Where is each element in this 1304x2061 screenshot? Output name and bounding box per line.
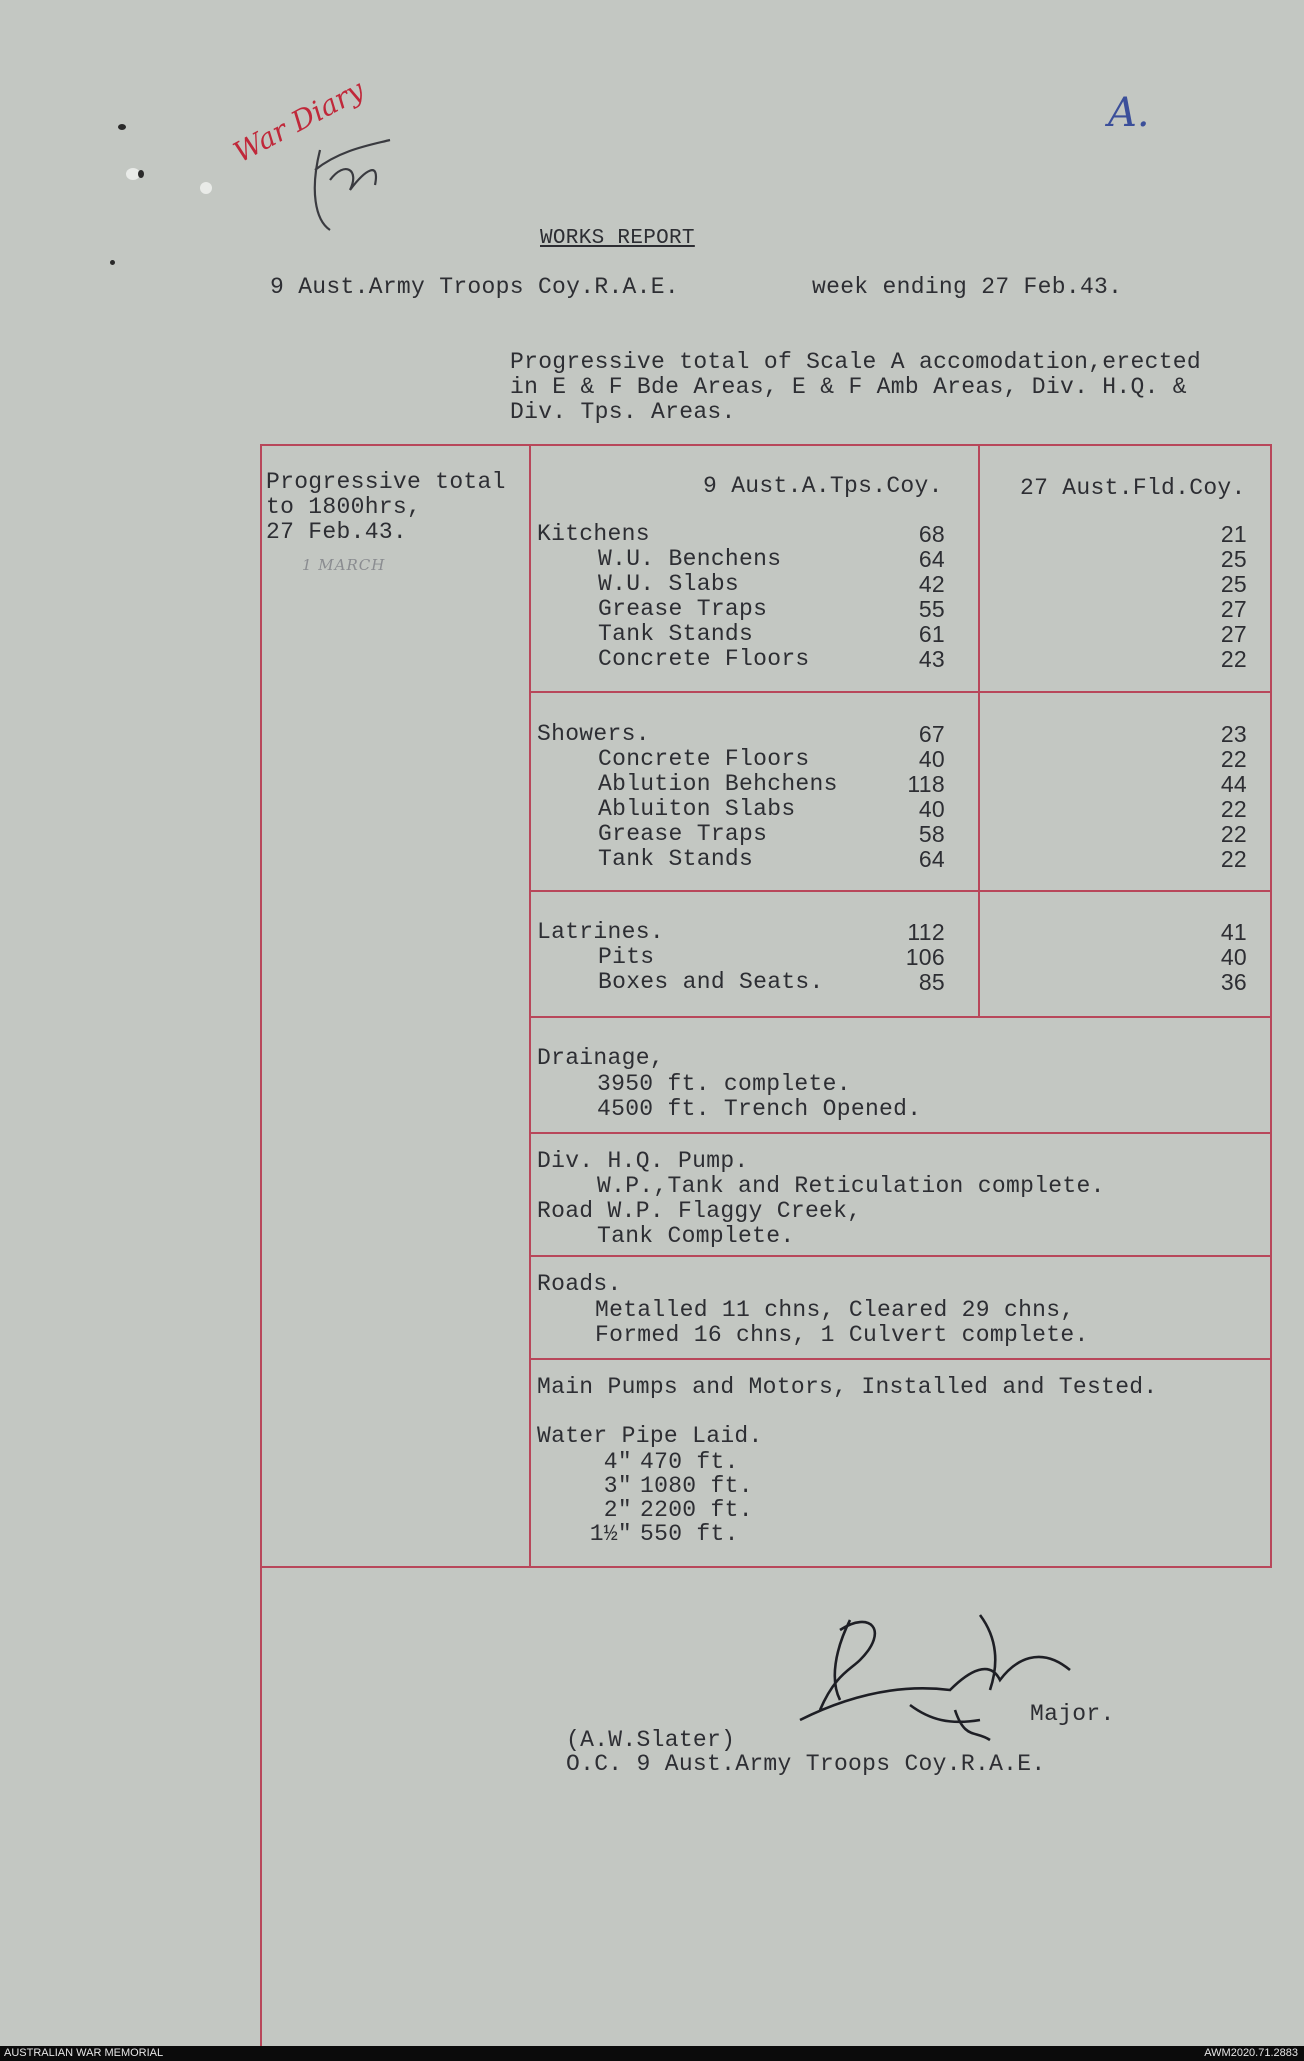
week-ending: week ending 27 Feb.43. bbox=[812, 274, 1123, 300]
pipe-length: 1080 ft. bbox=[640, 1473, 753, 1499]
progressive-total-label: to 1800hrs, bbox=[266, 494, 422, 520]
value-27-coy: 22 bbox=[1220, 846, 1247, 872]
pipe-length: 470 ft. bbox=[640, 1449, 739, 1475]
drainage-line: 3950 ft. complete. bbox=[597, 1071, 851, 1097]
table-rule bbox=[529, 1016, 1272, 1018]
roads-line: Roads. bbox=[537, 1271, 622, 1297]
row-label: Kitchens bbox=[537, 521, 650, 547]
ink-mark bbox=[138, 170, 144, 178]
row-label: Showers. bbox=[537, 721, 650, 747]
value-9-coy: 55 bbox=[918, 596, 945, 622]
value-9-coy: 106 bbox=[905, 944, 945, 970]
column-header-9-coy: 9 Aust.A.Tps.Coy. bbox=[703, 473, 943, 499]
unit-name: 9 Aust.Army Troops Coy.R.A.E. bbox=[270, 274, 679, 300]
roads-line: Metalled 11 chns, Cleared 29 chns, bbox=[595, 1297, 1075, 1323]
ink-mark bbox=[110, 260, 115, 265]
value-27-coy: 44 bbox=[1220, 771, 1247, 797]
value-9-coy: 118 bbox=[907, 771, 945, 797]
value-9-coy: 43 bbox=[918, 646, 945, 672]
table-rule bbox=[529, 890, 1272, 892]
progressive-total-label: Progressive total bbox=[266, 469, 506, 495]
row-label: Concrete Floors bbox=[598, 646, 810, 672]
value-27-coy: 36 bbox=[1220, 969, 1247, 995]
signatory-position: O.C. 9 Aust.Army Troops Coy.R.A.E. bbox=[566, 1751, 1046, 1777]
value-27-coy: 23 bbox=[1220, 721, 1247, 747]
archive-footer bbox=[0, 2046, 1304, 2061]
ink-mark bbox=[118, 124, 126, 130]
table-rule bbox=[260, 444, 262, 2046]
pipe-length: 2200 ft. bbox=[640, 1497, 753, 1523]
value-9-coy: 67 bbox=[918, 721, 945, 747]
row-label: Tank Stands bbox=[598, 846, 754, 872]
value-27-coy: 22 bbox=[1220, 821, 1247, 847]
date-correction: 1 MARCH bbox=[302, 556, 386, 574]
roads-line: Formed 16 chns, 1 Culvert complete. bbox=[595, 1322, 1089, 1348]
row-label: Ablution Behchens bbox=[598, 771, 838, 797]
table-rule bbox=[1270, 444, 1272, 1568]
progressive-total-label: 27 Feb.43. bbox=[266, 519, 408, 545]
row-label: W.U. Slabs bbox=[598, 571, 740, 597]
value-27-coy: 40 bbox=[1220, 944, 1247, 970]
value-9-coy: 58 bbox=[918, 821, 945, 847]
column-header-27-coy: 27 Aust.Fld.Coy. bbox=[1020, 475, 1246, 501]
pipe-size: 4" bbox=[603, 1449, 632, 1475]
table-rule bbox=[978, 444, 980, 1018]
row-label: Tank Stands bbox=[598, 621, 754, 647]
table-rule bbox=[529, 1358, 1272, 1360]
war-diary-note: War Diary bbox=[228, 73, 370, 170]
description-line: Progressive total of Scale A accomodation,erected bbox=[510, 349, 1202, 375]
punch-hole bbox=[200, 182, 212, 194]
table-rule bbox=[529, 444, 531, 1568]
value-9-coy: 112 bbox=[907, 919, 945, 945]
report-title: WORKS REPORT bbox=[540, 227, 695, 250]
value-9-coy: 40 bbox=[918, 746, 945, 772]
footer-right: AWM2020.71.2883 bbox=[1204, 2047, 1298, 2059]
value-27-coy: 27 bbox=[1220, 596, 1247, 622]
row-label: Grease Traps bbox=[598, 821, 768, 847]
table-rule bbox=[260, 444, 1272, 446]
drainage-line: 4500 ft. Trench Opened. bbox=[597, 1096, 922, 1122]
value-9-coy: 68 bbox=[918, 521, 945, 547]
initials-scribble bbox=[290, 110, 410, 240]
row-label: Pits bbox=[598, 944, 655, 970]
pump-line: Tank Complete. bbox=[597, 1223, 795, 1249]
value-27-coy: 41 bbox=[1220, 919, 1247, 945]
water-pipe-heading: Water Pipe Laid. bbox=[537, 1423, 763, 1449]
pump-line: W.P.,Tank and Reticulation complete. bbox=[597, 1173, 1105, 1199]
corner-letter-a: A. bbox=[1108, 90, 1150, 136]
description-line: Div. Tps. Areas. bbox=[510, 399, 736, 425]
row-label: W.U. Benchens bbox=[598, 546, 782, 572]
value-9-coy: 61 bbox=[918, 621, 945, 647]
pipe-size: 1½" bbox=[589, 1521, 632, 1547]
drainage-line: Drainage, bbox=[537, 1045, 664, 1071]
row-label: Boxes and Seats. bbox=[598, 969, 824, 995]
row-label: Abluiton Slabs bbox=[598, 796, 796, 822]
table-rule bbox=[529, 691, 1272, 693]
footer-left: AUSTRALIAN WAR MEMORIAL bbox=[4, 2047, 164, 2059]
main-pumps-line: Main Pumps and Motors, Installed and Tested. bbox=[537, 1374, 1158, 1400]
table-rule bbox=[529, 1132, 1272, 1134]
description-line: in E & F Bde Areas, E & F Amb Areas, Div. H.Q. & bbox=[510, 374, 1187, 400]
row-label: Grease Traps bbox=[598, 596, 768, 622]
table-rule bbox=[260, 1566, 1272, 1568]
pump-line: Road W.P. Flaggy Creek, bbox=[537, 1198, 862, 1224]
value-9-coy: 40 bbox=[918, 796, 945, 822]
value-27-coy: 25 bbox=[1220, 571, 1247, 597]
value-9-coy: 85 bbox=[918, 969, 945, 995]
pump-line: Div. H.Q. Pump. bbox=[537, 1148, 749, 1174]
table-rule bbox=[529, 1255, 1272, 1257]
value-27-coy: 21 bbox=[1220, 521, 1247, 547]
value-27-coy: 27 bbox=[1220, 621, 1247, 647]
value-27-coy: 22 bbox=[1220, 746, 1247, 772]
value-27-coy: 22 bbox=[1220, 646, 1247, 672]
row-label: Concrete Floors bbox=[598, 746, 810, 772]
signatory-name: (A.W.Slater) bbox=[566, 1727, 736, 1753]
pipe-length: 550 ft. bbox=[640, 1521, 739, 1547]
value-9-coy: 42 bbox=[918, 571, 945, 597]
pipe-size: 3" bbox=[603, 1473, 632, 1499]
signatory-rank: Major. bbox=[1030, 1701, 1115, 1727]
value-27-coy: 25 bbox=[1220, 546, 1247, 572]
value-9-coy: 64 bbox=[918, 846, 945, 872]
pipe-size: 2" bbox=[603, 1497, 632, 1523]
value-9-coy: 64 bbox=[918, 546, 945, 572]
row-label: Latrines. bbox=[537, 919, 664, 945]
value-27-coy: 22 bbox=[1220, 796, 1247, 822]
